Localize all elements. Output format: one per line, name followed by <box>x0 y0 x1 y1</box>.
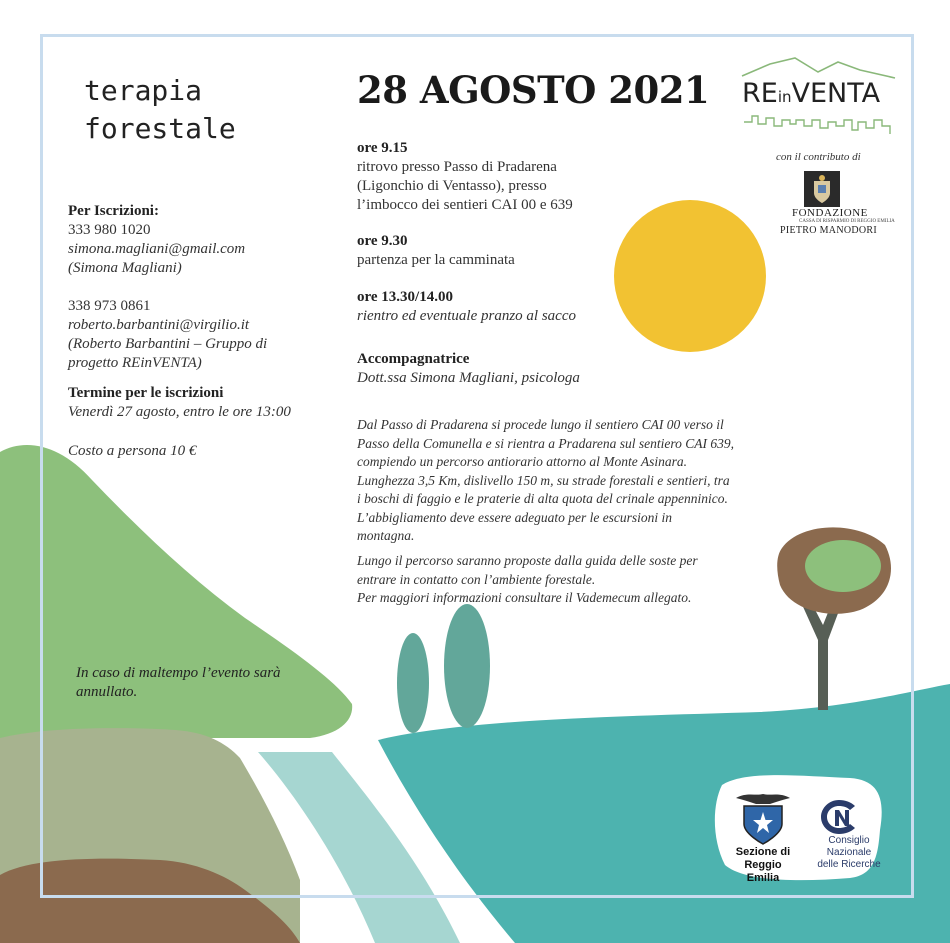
fondazione-crest-icon <box>804 171 840 207</box>
description-paragraph-2 <box>357 552 787 608</box>
description-line: Lunghezza 3,5 Km, dislivello 150 m, su strade forestali e sentieri, tra <box>357 472 730 488</box>
logo-part-re: RE <box>742 78 778 109</box>
cnr-label-line-2: delle Ricerche <box>817 859 881 870</box>
description-line: Dal Passo di Pradarena si procede lungo il sentiero CAI 00 verso il <box>357 417 724 432</box>
email-roberto: roberto.barbantini@virgilio.it <box>68 317 250 333</box>
cnr-logo-icon <box>821 800 859 834</box>
weather-notice-line-1: In caso di maltempo l’evento sarà <box>76 665 281 681</box>
schedule-time: ore 9.15 <box>357 140 408 156</box>
fondazione-name: FONDAZIONE <box>792 207 868 219</box>
schedule-item <box>357 139 777 215</box>
reinventa-logo <box>742 78 880 109</box>
logo-part-venta: VENTA <box>791 78 881 109</box>
weather-notice-line-2: annullato. <box>76 684 138 700</box>
registration-heading: Per Iscrizioni: <box>68 203 159 219</box>
email-simona: simona.magliani@gmail.com <box>68 241 246 257</box>
name-roberto-line2: progetto REinVENTA) <box>68 355 202 371</box>
description-line: Lungo il percorso saranno proposte dalla guida delle soste per <box>357 553 698 568</box>
subtitle-line-1: terapia <box>84 74 203 107</box>
guide-info <box>357 350 777 388</box>
subtitle-line-2: forestale <box>84 112 236 145</box>
schedule-line: (Ligonchio di Ventasso), presso <box>357 178 547 194</box>
deadline-heading: Termine per le iscrizioni <box>68 385 224 401</box>
description-line: Passo della Comunella e si rientra a Pradarena sul sentiero CAI 639, <box>357 435 734 451</box>
fondazione-person: PIETRO MANODORI <box>780 225 877 236</box>
name-roberto-line1: (Roberto Barbantini – Gruppo di <box>68 336 268 352</box>
schedule-line: rientro ed eventuale pranzo al sacco <box>357 308 576 324</box>
schedule-line: ritrovo presso Passo di Pradarena <box>357 159 557 175</box>
deadline-text: Venerdì 27 agosto, entro le ore 13:00 <box>68 404 291 420</box>
guide-name: Dott.ssa Simona Magliani, psicologa <box>357 370 580 386</box>
description-line: Per maggiori informazioni consultare il Vademecum allegato. <box>357 590 692 605</box>
description-line: i boschi di faggio e le praterie di alta quota del crinale appenninico. <box>357 491 728 506</box>
schedule-item <box>357 232 777 270</box>
event-date: 28 AGOSTO 2021 <box>357 68 710 112</box>
description-paragraph-1 <box>357 416 787 546</box>
cai-label-line-2: Reggio Emilia <box>744 859 782 884</box>
fondazione-subtitle: CASSA DI RISPARMIO DI REGGIO EMILIA <box>799 219 895 224</box>
description-line: montagna. <box>357 528 415 543</box>
cai-label <box>730 846 796 885</box>
phone-roberto: 338 973 0861 <box>68 298 151 314</box>
phone-simona: 333 980 1020 <box>68 222 151 238</box>
weather-notice <box>76 664 336 702</box>
logo-part-in: in <box>777 88 792 106</box>
description-line: entrare in contatto con l’ambiente forestale. <box>357 571 596 587</box>
cai-eagle-shield-icon <box>730 790 796 846</box>
description-line: L’abbigliamento deve essere adeguato per le escursioni in <box>357 509 673 525</box>
registration-info <box>68 202 338 461</box>
cost-text: Costo a persona 10 € <box>68 443 197 459</box>
event-subtitle <box>84 72 236 148</box>
name-simona: (Simona Magliani) <box>68 260 182 276</box>
schedule-line: l’imbocco dei sentieri CAI 00 e 639 <box>357 197 573 213</box>
schedule-line: partenza per la camminata <box>357 252 515 268</box>
schedule-item <box>357 288 777 326</box>
cnr-label-line-1: Consiglio Nazionale <box>826 835 872 858</box>
description-line: compiendo un percorso antiorario attorno al Monte Asinara. <box>357 454 687 469</box>
schedule-time: ore 9.30 <box>357 233 408 249</box>
schedule-time: ore 13.30/14.00 <box>357 289 453 305</box>
guide-heading: Accompagnatrice <box>357 351 470 367</box>
contribution-label: con il contributo di <box>776 151 861 163</box>
cai-label-line-1: Sezione di <box>735 846 791 858</box>
cnr-label <box>806 835 892 871</box>
